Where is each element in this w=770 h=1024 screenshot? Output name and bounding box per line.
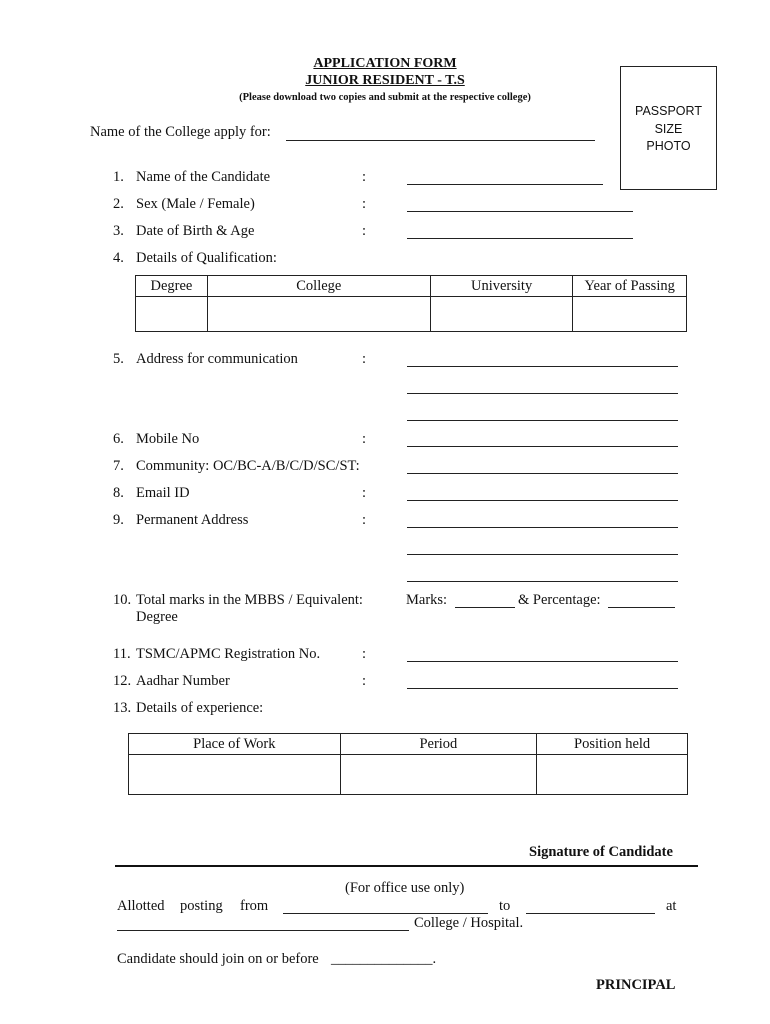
qualification-label: Details of Qualification: [136, 250, 277, 266]
year-cell[interactable] [573, 297, 687, 332]
marks-field[interactable] [455, 607, 515, 608]
college-label: Name of the College apply for: [90, 124, 271, 140]
from-text: from [240, 898, 269, 914]
colon: : [362, 431, 367, 447]
qualification-table [135, 275, 687, 332]
college-hospital-text: College / Hospital. [414, 915, 524, 931]
posting-at-field[interactable] [117, 930, 409, 931]
header-period: Period [340, 734, 537, 755]
colon: : [362, 646, 367, 662]
college-field[interactable] [286, 140, 595, 141]
marks-label: Marks: [406, 592, 448, 608]
percentage-field[interactable] [608, 607, 675, 608]
photo-text-3: PHOTO [646, 139, 691, 153]
item-number-3: 3. [113, 223, 124, 239]
degree-cell[interactable] [136, 297, 208, 332]
header-college: College [207, 276, 430, 297]
item-number-8: 8. [113, 485, 124, 501]
item-number-4: 4. [113, 250, 124, 266]
dob-age-label: Date of Birth & Age [136, 223, 255, 239]
address-field-line-1[interactable] [407, 366, 678, 367]
total-marks-label: Total marks in the MBBS / Equivalent: [136, 592, 363, 608]
office-use-heading: (For office use only) [345, 880, 465, 896]
item-number-1: 1. [113, 169, 124, 185]
community-field[interactable] [407, 473, 678, 474]
experience-table [128, 733, 688, 795]
permanent-address-label: Permanent Address [136, 512, 249, 528]
form-note: (Please download two copies and submit at the respective college) [239, 92, 531, 103]
item-number-5: 5. [113, 351, 124, 367]
item-number-13: 13. [113, 700, 132, 716]
header-position-held: Position held [537, 734, 688, 755]
item-number-10: 10. [113, 592, 132, 608]
photo-text-1: PASSPORT [635, 104, 702, 118]
colon: : [362, 196, 367, 212]
table-header-row [129, 734, 688, 755]
posting-from-field[interactable] [283, 913, 488, 914]
aadhar-field[interactable] [407, 688, 678, 689]
principal-label: PRINCIPAL [596, 977, 676, 993]
colon: : [362, 351, 367, 367]
to-text: to [499, 898, 511, 914]
address-label: Address for communication [136, 351, 298, 367]
join-date-field[interactable]: ______________. [331, 951, 437, 967]
colon: : [362, 223, 367, 239]
allotted-text: Allotted [117, 898, 165, 914]
mobile-field[interactable] [407, 446, 678, 447]
candidate-name-label: Name of the Candidate [136, 169, 271, 185]
college-cell[interactable] [207, 297, 430, 332]
table-row [129, 755, 688, 795]
colon: : [362, 673, 367, 689]
period-cell[interactable] [340, 755, 537, 795]
email-label: Email ID [136, 485, 190, 501]
header-year-of-passing: Year of Passing [573, 276, 687, 297]
item-number-6: 6. [113, 431, 124, 447]
university-cell[interactable] [430, 297, 573, 332]
registration-label: TSMC/APMC Registration No. [136, 646, 321, 662]
posting-text: posting [180, 898, 223, 914]
item-number-7: 7. [113, 458, 124, 474]
photo-text-2: SIZE [654, 121, 683, 136]
position-cell[interactable] [537, 755, 688, 795]
sex-field[interactable] [407, 211, 633, 212]
address-field-line-3[interactable] [407, 420, 678, 421]
email-field[interactable] [407, 500, 678, 501]
community-label: Community: OC/BC-A/B/C/D/SC/ST: [136, 458, 360, 474]
divider [115, 865, 698, 867]
item-number-2: 2. [113, 196, 124, 212]
aadhar-label: Aadhar Number [136, 673, 230, 689]
item-number-9: 9. [113, 512, 124, 528]
address-field-line-2[interactable] [407, 393, 678, 394]
permanent-address-line-1[interactable] [407, 527, 678, 528]
posting-to-field[interactable] [526, 913, 655, 914]
registration-field[interactable] [407, 661, 678, 662]
colon: : [362, 485, 367, 501]
mobile-label: Mobile No [136, 431, 200, 447]
total-marks-label-2: Degree [136, 609, 178, 625]
place-cell[interactable] [129, 755, 341, 795]
at-text: at [666, 898, 677, 914]
form-subtitle: JUNIOR RESIDENT - T.S [305, 73, 465, 88]
signature-label: Signature of Candidate [529, 844, 673, 860]
join-date-label: Candidate should join on or before [117, 951, 319, 967]
colon: : [362, 169, 367, 185]
header-university: University [430, 276, 573, 297]
form-title: APPLICATION FORM [313, 56, 457, 71]
table-header-row [136, 276, 687, 297]
header-degree: Degree [136, 276, 208, 297]
header-place-of-work: Place of Work [129, 734, 341, 755]
permanent-address-line-3[interactable] [407, 581, 678, 582]
candidate-name-field[interactable] [407, 184, 603, 185]
item-number-11: 11. [113, 646, 131, 662]
percentage-label: & Percentage: [518, 592, 601, 608]
dob-age-field[interactable] [407, 238, 633, 239]
experience-label: Details of experience: [136, 700, 264, 716]
table-row [136, 297, 687, 332]
sex-label: Sex (Male / Female) [136, 196, 255, 212]
passport-photo-box [620, 66, 717, 190]
colon: : [362, 512, 367, 528]
permanent-address-line-2[interactable] [407, 554, 678, 555]
item-number-12: 12. [113, 673, 132, 689]
